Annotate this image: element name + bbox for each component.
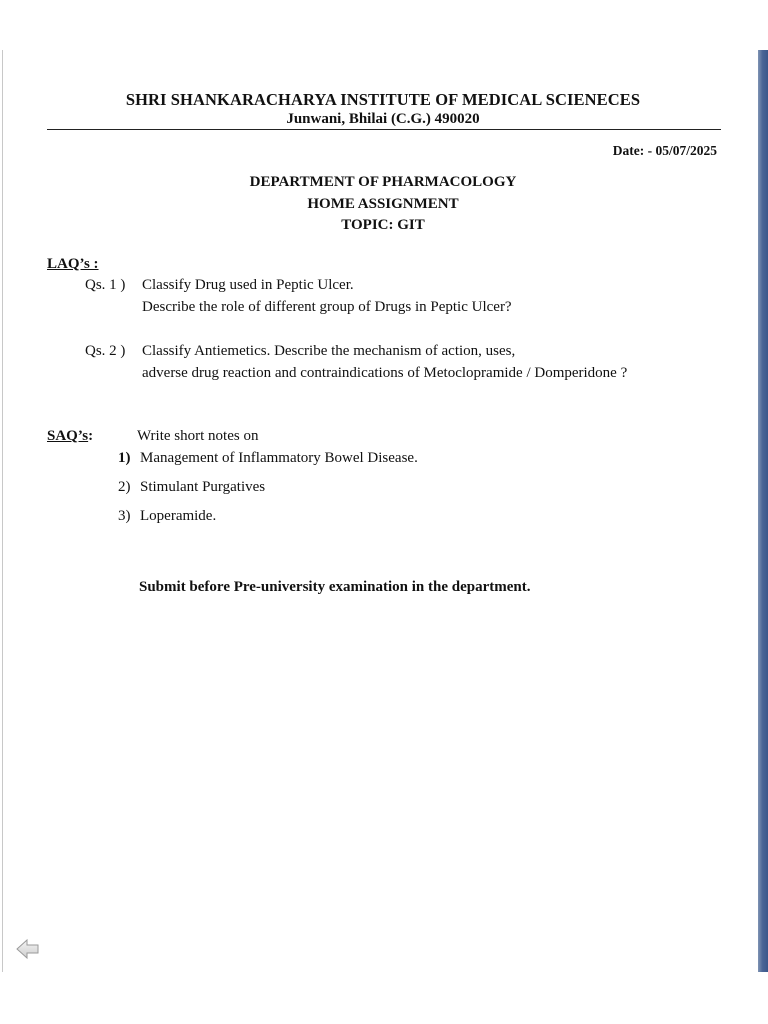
saq-item-number: 1) [118,450,131,466]
question-line: Classify Drug used in Peptic Ulcer. [142,277,354,293]
assignment-date: Date: - 05/07/2025 [612,143,717,158]
saq-item-text: Stimulant Purgatives [140,479,266,495]
saq-item-number: 3) [118,508,131,524]
saq-heading [47,428,93,445]
saq-heading-label: SAQ’s [47,428,89,444]
institute-name: SHRI SHANKARACHARYA INSTITUTE OF MEDICAL SCIENECES [125,90,641,109]
laq-question-2 [85,340,725,388]
assignment-title: HOME ASSIGNMENT [307,195,459,212]
saq-item-number: 2) [118,479,131,495]
question-number: Qs. 2 ) [85,343,126,359]
back-arrow-icon[interactable] [16,938,40,960]
document-page [2,50,757,972]
question-line: Classify Antiemetics. Describe the mechanism of action, uses, [142,343,516,359]
saq-item-text: Management of Inflammatory Bowel Disease. [140,450,418,466]
saq-heading-colon: : [88,428,94,444]
saq-intro: Write short notes on [137,428,259,444]
saq-item-text: Loperamide. [140,508,217,524]
question-line: adverse drug reaction and contraindications of Metoclopramide / Domperidone ? [142,365,628,381]
header-divider [47,129,721,130]
department-title: DEPARTMENT OF PHARMACOLOGY [249,174,517,190]
laq-heading: LAQ’s : [47,256,99,272]
topic-title: TOPIC: GIT [341,217,425,233]
submission-note: Submit before Pre-university examination in the department. [139,579,531,595]
question-number: Qs. 1 ) [85,277,126,293]
laq-question-1 [85,274,725,322]
saq-item-2 [118,479,265,496]
saq-item-3 [118,508,216,525]
letterhead [47,90,719,128]
vertical-scrollbar[interactable] [758,50,768,972]
institute-address: Junwani, Bhilai (C.G.) 490020 [286,111,480,127]
assignment-heading [47,172,719,237]
question-text [142,274,512,318]
question-text [142,340,627,384]
saq-item-1 [118,450,418,467]
question-line: Describe the role of different group of Drugs in Peptic Ulcer? [142,299,512,315]
